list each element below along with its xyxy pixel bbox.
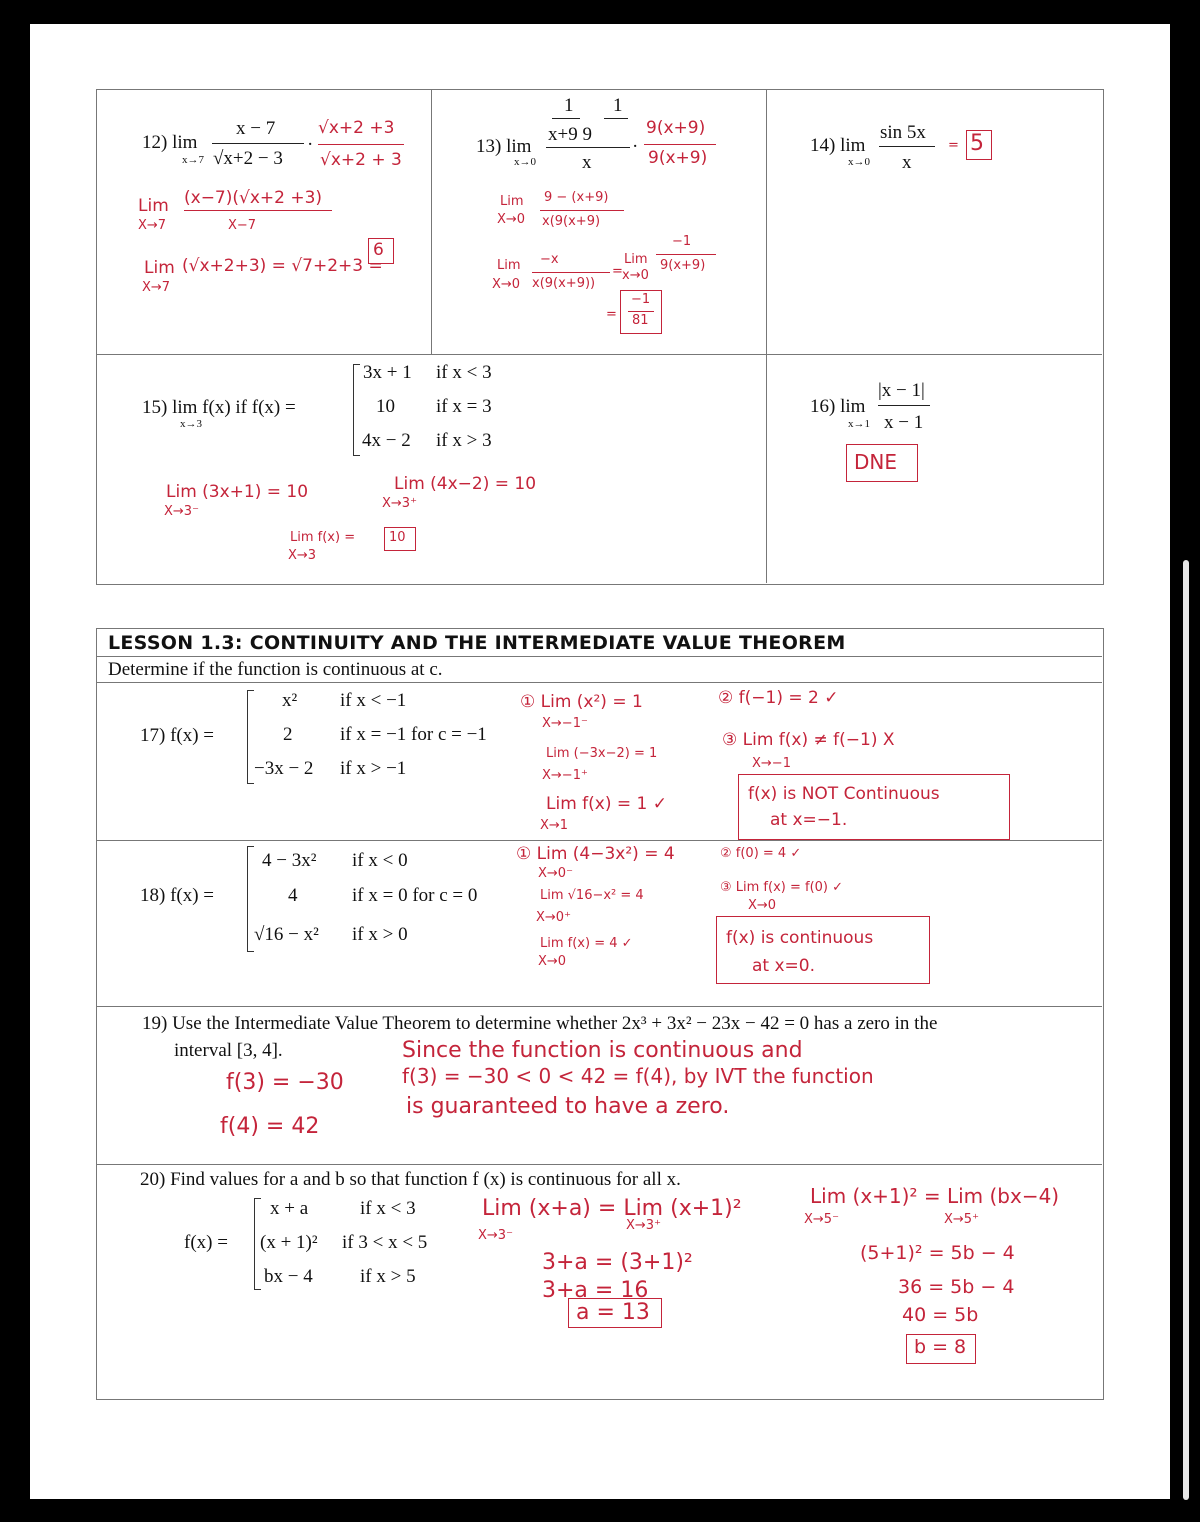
piecewise-fx: f(x) = (184, 1232, 228, 1253)
piece-1-cond: if x < 0 (352, 850, 408, 871)
piece-3-expr: −3x − 2 (254, 758, 314, 779)
nested-numerator-2: 1 (613, 95, 623, 116)
hw-f4: f(4) = 42 (220, 1114, 320, 1139)
hw-subscript: X→0 (538, 954, 567, 969)
piece-1-expr: 4 − 3x² (262, 850, 317, 871)
conclusion-line-2: at x=−1. (770, 810, 848, 830)
hw-subscript: X→0 (497, 212, 526, 227)
hw-step-3: ③ Lim f(x) ≠ f(−1) X (722, 730, 895, 750)
hw-fraction-bar (184, 210, 332, 211)
problem-17-label: 17) f(x) = (140, 725, 215, 746)
conjugate-bar (318, 144, 404, 145)
nested-bar (552, 118, 580, 119)
hw-statement-1: Since the function is continuous and (402, 1038, 803, 1063)
hw-step-1b: Lim √16−x² = 4 (540, 888, 644, 903)
fraction-denominator: x (582, 152, 592, 173)
hw-a-answer: a = 13 (576, 1300, 650, 1325)
conjugate-denominator: 9(x+9) (648, 148, 708, 168)
table-row-divider (96, 354, 1102, 355)
hw-lim: Lim (497, 258, 521, 273)
hw-b-step-4: 40 = 5b (902, 1304, 979, 1326)
piece-2-cond: if x = 3 (436, 396, 492, 417)
piece-2-cond: if 3 < x < 5 (342, 1232, 428, 1253)
hw-subscript: X→7 (138, 218, 167, 233)
hw-fraction-bar (540, 210, 624, 211)
piece-1-expr: x² (282, 690, 298, 711)
hw-denominator: x(9(x+9)) (532, 276, 596, 291)
hw-lim: Lim (624, 252, 648, 267)
conjugate-numerator: √x+2 +3 (318, 118, 395, 138)
limit-subscript: x→7 (182, 154, 204, 166)
problem-20-line-1: 20) Find values for a and b so that function f (x) is continuous for all x. (140, 1169, 681, 1190)
piecewise-brace (247, 690, 254, 784)
hw-subscript: X→−1⁺ (542, 768, 588, 783)
piece-3-expr: bx − 4 (264, 1266, 313, 1287)
hw-statement-2: f(3) = −30 < 0 < 42 = f(4), by IVT the function (402, 1064, 874, 1088)
hw-right-limit: Lim (4x−2) = 10 (394, 474, 537, 494)
hw-numerator: −1 (672, 234, 692, 249)
answer-denominator: 81 (632, 313, 649, 328)
piece-3-expr: √16 − x² (254, 924, 319, 945)
table-col-divider (766, 89, 767, 583)
limit-subscript: x→0 (514, 156, 536, 168)
problem-19-line-2: interval [3, 4]. (174, 1040, 283, 1061)
conclusion-line-1: f(x) is continuous (726, 928, 874, 948)
hw-a-step-3: 3+a = 16 (542, 1278, 649, 1303)
fraction-numerator: sin 5x (880, 122, 926, 143)
conclusion-line-2: at x=0. (752, 956, 816, 976)
piece-3-cond: if x > 0 (352, 924, 408, 945)
hw-b-step-3: 36 = 5b − 4 (898, 1276, 1015, 1298)
problem-14-label: 14) lim (810, 135, 866, 156)
problem-18-label: 18) f(x) = (140, 885, 215, 906)
limit-subscript: x→3 (180, 418, 202, 430)
fraction-bar (546, 147, 630, 148)
piece-3-cond: if x > 3 (436, 430, 492, 451)
hw-denominator: X−7 (228, 218, 257, 233)
piece-3-expr: 4x − 2 (362, 430, 411, 451)
section-divider (96, 1006, 1102, 1007)
lesson-title: LESSON 1.3: CONTINUITY AND THE INTERMEDIATE VALUE THEOREM (108, 632, 846, 654)
problem-16-label: 16) lim (810, 396, 866, 417)
hw-subscript: X→0⁻ (538, 866, 573, 881)
problem-12-label: 12) lim (142, 132, 198, 153)
hw-equals: = (612, 264, 623, 279)
hw-lim: Lim (144, 258, 175, 278)
piece-3-cond: if x > −1 (340, 758, 407, 779)
fraction-bar (879, 146, 935, 147)
hw-equals: = (948, 138, 959, 153)
piece-3-cond: if x > 5 (360, 1266, 416, 1287)
scrollbar[interactable] (1183, 560, 1189, 1500)
hw-b-step-1: Lim (x+1)² = Lim (bx−4) (810, 1184, 1060, 1208)
piece-2-expr: 4 (288, 885, 298, 906)
hw-statement-3: is guaranteed to have a zero. (406, 1094, 730, 1119)
hw-numerator: (x−7)(√x+2 +3) (184, 188, 323, 208)
answer-value: DNE (854, 450, 897, 474)
piece-1-expr: x + a (270, 1198, 309, 1219)
hw-denominator: 9(x+9) (660, 258, 706, 273)
hw-subscript: X→0⁺ (536, 910, 571, 925)
piece-2-expr: 2 (283, 724, 293, 745)
hw-numerator: 9 − (x+9) (544, 190, 609, 205)
fraction-numerator: x − 7 (236, 118, 276, 139)
hw-subscript: x→0 (622, 268, 649, 283)
conjugate-numerator: 9(x+9) (646, 118, 706, 138)
hw-f3: f(3) = −30 (226, 1070, 344, 1095)
hw-subscript: X→5⁺ (944, 1212, 979, 1227)
hw-step-1c: Lim f(x) = 1 ✓ (546, 794, 667, 814)
fraction-numerator: |x − 1| (878, 380, 925, 401)
piece-2-cond: if x = −1 for c = −1 (340, 724, 487, 745)
hw-fraction-bar (656, 254, 716, 255)
piecewise-brace (247, 846, 254, 952)
fraction-bar (878, 405, 930, 406)
hw-line: (√x+2+3) = √7+2+3 = (182, 256, 383, 276)
conjugate-denominator: √x+2 + 3 (320, 150, 402, 170)
answer-value: 5 (970, 131, 984, 156)
piece-2-expr: 10 (376, 396, 395, 417)
hw-a-step-1: Lim (x+a) = Lim (x+1)² (482, 1196, 742, 1221)
hw-limit: Lim f(x) = (290, 530, 356, 545)
hw-step-1: ① Lim (x²) = 1 (520, 692, 643, 712)
nested-numerator-1: 1 (564, 95, 574, 116)
hw-subscript: X→3 (288, 548, 317, 563)
answer-bar (628, 311, 654, 312)
hw-b-step-2: (5+1)² = 5b − 4 (860, 1242, 1015, 1264)
hw-step-2: ② f(−1) = 2 ✓ (718, 688, 839, 708)
piece-2-cond: if x = 0 for c = 0 (352, 885, 478, 906)
hw-step-2: ② f(0) = 4 ✓ (720, 846, 802, 861)
hw-subscript: X→5⁻ (804, 1212, 839, 1227)
hw-subscript: X→3⁻ (478, 1228, 513, 1243)
lesson-instruction: Determine if the function is continuous at c. (108, 659, 443, 680)
problem-15-label: 15) lim f(x) if f(x) = (142, 397, 296, 418)
hw-lim: Lim (138, 196, 169, 216)
hw-lim: Lim (500, 194, 524, 209)
piece-1-cond: if x < 3 (436, 362, 492, 383)
hw-subscript: X→0 (748, 898, 777, 913)
section-divider (96, 682, 1102, 683)
section-divider (96, 1164, 1102, 1165)
hw-subscript: X→3⁺ (626, 1218, 661, 1233)
hw-step-3: ③ Lim f(x) = f(0) ✓ (720, 880, 844, 895)
hw-step-1c: Lim f(x) = 4 ✓ (540, 936, 633, 951)
hw-numerator: −x (540, 252, 559, 267)
fraction-bar (212, 143, 304, 144)
piece-1-cond: if x < 3 (360, 1198, 416, 1219)
table-col-divider (431, 89, 432, 355)
answer-numerator: −1 (631, 292, 651, 307)
nested-bar (604, 118, 628, 119)
piecewise-brace (353, 364, 360, 456)
fraction-denominator: x (902, 152, 912, 173)
hw-subscript: X→−1⁻ (542, 716, 588, 731)
hw-subscript: X→3⁺ (382, 496, 417, 511)
multiply-dot: · (632, 136, 639, 157)
hw-subscript: X→0 (492, 277, 521, 292)
conclusion-box (716, 916, 930, 984)
piece-1-expr: 3x + 1 (363, 362, 412, 383)
answer-value: 6 (373, 240, 384, 260)
hw-fraction-bar (532, 272, 610, 273)
problem-19-line-1: 19) Use the Intermediate Value Theorem to determine whether 2x³ + 3x² − 23x − 42 = 0 has a zero in the (142, 1013, 938, 1034)
limit-subscript: x→1 (848, 418, 870, 430)
piece-1-cond: if x < −1 (340, 690, 407, 711)
section-divider (96, 840, 1102, 841)
hw-a-step-2: 3+a = (3+1)² (542, 1250, 693, 1275)
limit-subscript: x→0 (848, 156, 870, 168)
hw-denominator: x(9(x+9) (542, 214, 601, 229)
fraction-denominator: x − 1 (884, 412, 924, 433)
nested-denominators: x+9 9 (548, 124, 592, 145)
piece-2-expr: (x + 1)² (260, 1232, 318, 1253)
hw-subscript: X→−1 (752, 756, 791, 771)
problem-13-label: 13) lim (476, 136, 532, 157)
hw-equals: = (606, 307, 617, 322)
conclusion-line-1: f(x) is NOT Continuous (748, 784, 940, 804)
hw-subscript: X→7 (142, 280, 171, 295)
hw-subscript: X→3⁻ (164, 504, 199, 519)
conjugate-bar (644, 144, 716, 145)
hw-b-answer: b = 8 (914, 1336, 967, 1358)
multiply-dot: · (307, 134, 314, 155)
answer-value: 10 (389, 530, 406, 545)
fraction-denominator: √x+2 − 3 (213, 148, 283, 169)
hw-subscript: X→1 (540, 818, 569, 833)
hw-left-limit: Lim (3x+1) = 10 (166, 482, 309, 502)
hw-step-1b: Lim (−3x−2) = 1 (546, 746, 658, 761)
section-divider (96, 656, 1102, 657)
hw-step-1: ① Lim (4−3x²) = 4 (516, 844, 675, 864)
